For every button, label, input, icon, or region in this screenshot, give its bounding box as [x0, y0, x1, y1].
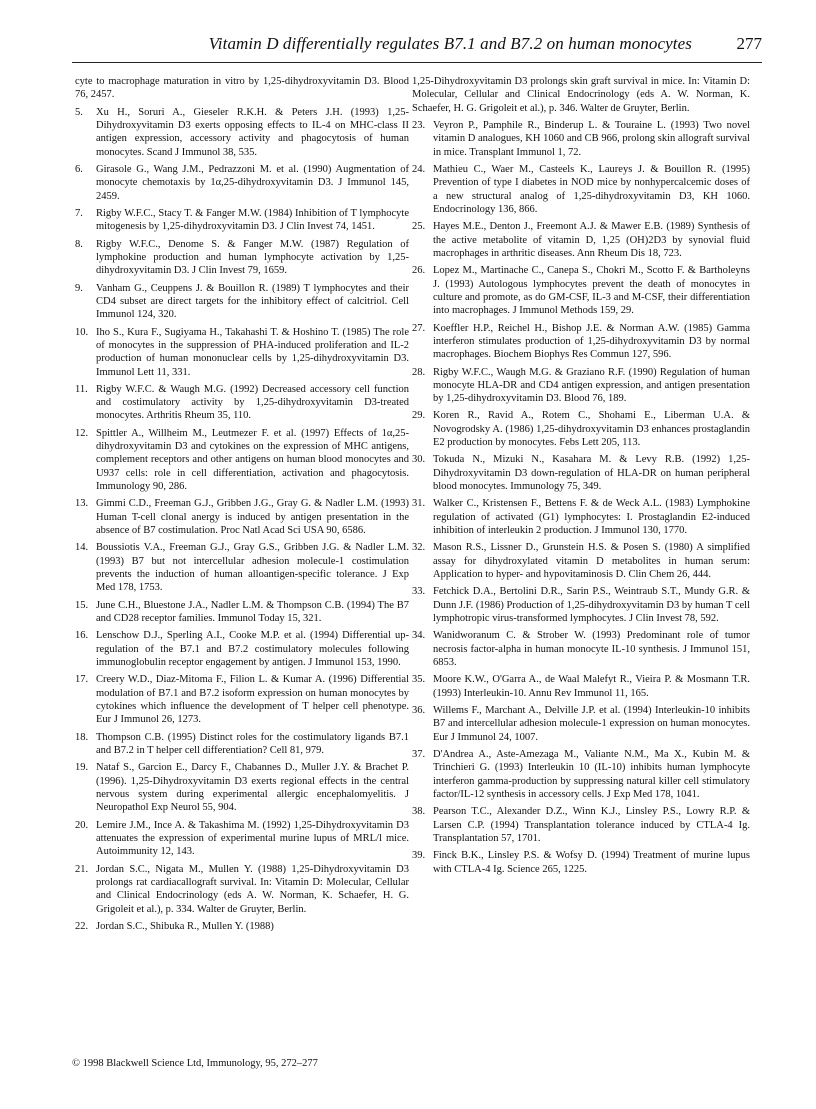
- reference-number: 15.: [75, 599, 89, 611]
- reference-entry: [75, 326, 409, 379]
- reference-entry: [412, 541, 750, 581]
- reference-entry: [412, 163, 750, 216]
- page-number: 277: [736, 34, 762, 53]
- reference-entry: [75, 106, 409, 159]
- reference-number: 32.: [412, 542, 426, 554]
- reference-entry: [412, 805, 750, 845]
- reference-text: Willems F., Marchant A., Delville J.P. et al. (1994) Interleukin-10 inhibits B7 and intercellular adhesion molecule-1 expression on human monocytes. Eur J Immunol 24, 1007.: [433, 705, 750, 743]
- reference-entry: [412, 409, 750, 449]
- reference-entry: [412, 629, 750, 669]
- reference-text: D'Andrea A., Aste-Amezaga M., Valiante N.M., Ma X., Kubin M. & Trinchieri G. (1993) Interleukin 10 (IL-10) inhibits human lymphocyte interferon gamma-production by suppressing natural killer cell stimulatory factor/IL-12 synthesis in accessory cells. J Exp Med 178, 1041.: [433, 749, 750, 800]
- reference-text: Koren R., Ravid A., Rotem C., Shohami E., Liberman U.A. & Novogrodsky A. (1986) 1,25-dihydroxyvitamin D3 enhances prostaglandin E2 production by monocytes. Febs Lett 205, 113.: [433, 410, 750, 449]
- reference-number: 29.: [412, 410, 426, 422]
- reference-number: 20.: [75, 819, 89, 831]
- reference-list-right-column: [412, 75, 750, 880]
- reference-text: Finck B.K., Linsley P.S. & Wofsy D. (1994) Treatment of murine lupus with CTLA-4 Ig. Science 265, 1225.: [433, 850, 750, 875]
- reference-entry: [412, 453, 750, 493]
- reference-number: 22.: [75, 920, 89, 932]
- reference-entry: [412, 264, 750, 317]
- reference-entry: [412, 322, 750, 362]
- reference-number: 19.: [75, 762, 89, 774]
- reference-number: 5.: [75, 106, 83, 118]
- reference-entry: [75, 673, 409, 726]
- reference-number: 39.: [412, 850, 426, 862]
- reference-entry: [412, 704, 750, 744]
- reference-number: 25.: [412, 221, 426, 233]
- reference-text: Lenschow D.J., Sperling A.I., Cooke M.P. et al. (1994) Differential up-regulation of the B7.1 and B7.2 costimulatory molecules following immunoglobulin receptor engagement by antigen. J Immunol 153, 1990.: [96, 630, 409, 668]
- reference-text: June C.H., Bluestone J.A., Nadler L.M. & Thompson C.B. (1994) The B7 and CD28 receptor families. Immunol Today 15, 321.: [96, 599, 409, 625]
- reference-entry: [75, 599, 409, 626]
- reference-entry: [75, 920, 409, 933]
- reference-entry: [412, 673, 750, 700]
- reference-number: 12.: [75, 427, 89, 439]
- reference-text: Jordan S.C., Shibuka R., Mullen Y. (1988): [96, 920, 274, 932]
- reference-entry: [75, 629, 409, 669]
- reference-entry: [412, 585, 750, 625]
- reference-number: 28.: [412, 366, 426, 378]
- reference-entry: [75, 163, 409, 203]
- reference-number: 14.: [75, 542, 89, 554]
- reference-number: 17.: [75, 674, 89, 686]
- reference-entry: [75, 819, 409, 859]
- reference-entry: [412, 119, 750, 159]
- reference-text: Mathieu C., Waer M., Casteels K., Laureys J. & Bouillon R. (1995) Prevention of type I diabetes in NOD mice by nonhypercalcemic doses of a new structural analog of 1,25-dihydroxyvitamin D3, KH 1060. Endocrinology 136, 866.: [433, 163, 750, 215]
- reference-entry: [412, 748, 750, 801]
- reference-text: Iho S., Kura F., Sugiyama H., Takahashi T. & Hoshino T. (1985) The role of monocytes in the suppression of PHA-induced proliferation and IL-2 production of human mononuclear cells by 1,25-dihydroxyvitamin D3. Immunol Lett 11, 331.: [96, 326, 409, 378]
- reference-number: 38.: [412, 806, 426, 818]
- reference-text: Moore K.W., O'Garra A., de Waal Malefyt R., Vieira P. & Mosmann T.R. (1993) Interleukin-10. Annu Rev Immunol 11, 165.: [433, 674, 750, 699]
- reference-entry: [412, 366, 750, 406]
- reference-entry: [75, 207, 409, 234]
- reference-number: 11.: [75, 383, 88, 395]
- reference-text: Fetchick D.A., Bertolini D.R., Sarin P.S., Weintraub S.T., Mundy G.R. & Dunn J.F. (1986) Production of 1,25-dihydroxyvitamin D3 by human T cell lymphotropic virus-transformed lymphocytes. J Clin Invest 78, 592.: [433, 586, 750, 625]
- reference-text: 1,25-Dihydroxyvitamin D3 prolongs skin graft survival in mice. In: Vitamin D: Molecular, Cellular and Clinical Endocrinology (eds A. W. Norman, K. Schaefer, H. G. Grigoleit et al.), p. 346. Walter de Gruyter, Berlin.: [412, 76, 750, 114]
- reference-text: Rigby W.F.C., Denome S. & Fanger M.W. (1987) Regulation of lymphokine production and human lymphocyte activation by 1,25-dihydroxyvitamin D3. J Clin Invest 79, 1659.: [96, 238, 409, 277]
- reference-entry: [412, 849, 750, 876]
- reference-text: Xu H., Soruri A., Gieseler R.K.H. & Peters J.H. (1993) 1,25-Dihydroxyvitamin D3 exerts opposing effects to IL-4 on MHC-class II antigen expression, accessory activity and phagocytosis of human monocytes. Scand J Immunol 38, 535.: [96, 106, 409, 158]
- reference-text: Lopez M., Martinache C., Canepa S., Chokri M., Scotto F. & Bartholeyns J. (1993) Autologous lymphocytes prevent the death of monocytes in culture and promote, as do GM-CSF, IL-3 and M-CSF, their differentiation into macrophages. J Immunol Methods 159, 29.: [433, 265, 750, 317]
- reference-text: Rigby W.F.C. & Waugh M.G. (1992) Decreased accessory cell function and costimulatory activity by 1,25-dihydroxyvitamin D3-treated monocytes. Arthritis Rheum 35, 110.: [96, 383, 409, 422]
- reference-entry: [75, 863, 409, 916]
- reference-text: Gimmi C.D., Freeman G.J., Gribben J.G., Gray G. & Nadler L.M. (1993) Human T-cell clonal anergy is induced by antigen presentation in the absence of B7 costimulation. Proc Natl Acad Sci USA 90, 6586.: [96, 498, 409, 537]
- reference-text: cyte to macrophage maturation in vitro by 1,25-dihydroxyvitamin D3. Blood 76, 2457.: [75, 76, 409, 101]
- reference-number: 31.: [412, 498, 426, 510]
- reference-text: Walker C., Kristensen F., Bettens F. & de Weck A.L. (1983) Lymphokine regulation of activated (G1) lymphocytes: I. Prostaglandin E2-induced inhibition of interleukin 2 production. J Immunol 130, 1770.: [433, 498, 750, 537]
- reference-text: Lemire J.M., Ince A. & Takashima M. (1992) 1,25-Dihydroxyvitamin D3 attenuates the expression of experimental murine lupus of MRL/l mice. Autoimmunity 12, 143.: [96, 819, 409, 858]
- reference-number: 16.: [75, 630, 89, 642]
- reference-number: 10.: [75, 326, 89, 338]
- reference-text: Vanham G., Ceuppens J. & Bouillon R. (1989) T lymphocytes and their CD4 subset are direct targets for the inhibitory effect of calcitriol. Cell Immunol 124, 320.: [96, 282, 409, 321]
- reference-number: 8.: [75, 238, 83, 250]
- reference-number: 18.: [75, 731, 89, 743]
- reference-text: Mason R.S., Lissner D., Grunstein H.S. & Posen S. (1980) A simplified assay for dihydroxylated vitamin D metabolites in human serum: Application to hyper- and hypovitaminosis D. Clin Chem 26, 444.: [433, 542, 750, 581]
- reference-entry: [75, 383, 409, 423]
- reference-text: Koeffler H.P., Reichel H., Bishop J.E. & Norman A.W. (1985) Gamma interferon stimulates production of 1,25-dihydroxyvitamin D3 by normal macrophages. Biochem Biophys Res Commun 127, 596.: [433, 322, 750, 361]
- reference-entry: [75, 497, 409, 537]
- reference-text: Girasole G., Wang J.M., Pedrazzoni M. et al. (1990) Augmentation of monocyte chemotaxis by 1α,25-dihydroxyvitamin D3. J Immunol 145, 2459.: [96, 163, 409, 202]
- reference-entry: [75, 541, 409, 594]
- reference-text: Jordan S.C., Nigata M., Mullen Y. (1988) 1,25-Dihydroxyvitamin D3 prolongs rat cardiacallograft survival. In: Vitamin D: Molecular, Cellular and Clinical Endocrinology (eds A. W. Norman, K. Schaefer, H. G. Grigoleit et al.), p. 334. Walter de Gruyter, Berlin.: [96, 863, 409, 915]
- reference-number: 33.: [412, 586, 426, 598]
- reference-entry: [412, 220, 750, 260]
- reference-list-left-column: [75, 75, 409, 937]
- reference-text: Thompson C.B. (1995) Distinct roles for the costimulatory ligands B7.1 and B7.2 in T helper cell differentiation? Cell 81, 979.: [96, 731, 409, 756]
- reference-number: 37.: [412, 749, 426, 761]
- running-title: Vitamin D differentially regulates B7.1 and B7.2 on human monocytes: [208, 34, 692, 53]
- reference-text: Rigby W.F.C., Stacy T. & Fanger M.W. (1984) Inhibition of T lymphocyte mitogenesis by 1,25-dihydroxyvitamin D3. J Clin Invest 74, 1451.: [96, 207, 409, 233]
- reference-number: 30.: [412, 454, 426, 466]
- reference-entry: [75, 761, 409, 814]
- reference-number: 6.: [75, 163, 83, 175]
- reference-number: 24.: [412, 163, 426, 175]
- reference-number: 27.: [412, 322, 426, 334]
- reference-number: 26.: [412, 265, 426, 277]
- reference-number: [391, 75, 412, 115]
- reference-number: 23.: [412, 119, 426, 131]
- reference-text: Boussiotis V.A., Freeman G.J., Gray G.S., Gribben J.G. & Nadler L.M. (1993) B7 but not intercellular adhesion molecule-1 costimulation prevents the induction of human alloantigen-specific tolerance. J Exp Med 178, 1753.: [96, 542, 409, 594]
- reference-number: 35.: [412, 674, 426, 686]
- reference-text: Nataf S., Garcion E., Darcy F., Chabannes D., Muller J.Y. & Brachet P. (1996). 1,25-Dihydroxyvitamin D3 exerts regional effects in the central nervous system during experimental allergic encephalomyelitis. J Neuropathol Exp Neurol 55, 904.: [96, 762, 409, 814]
- reference-text: Tokuda N., Mizuki N., Kasahara M. & Levy R.B. (1992) 1,25-Dihydroxyvitamin D3 down-regulation of HLA-DR on human peripheral blood monocytes. Immunology 75, 349.: [433, 454, 750, 493]
- reference-number: 13.: [75, 498, 89, 510]
- reference-text: Hayes M.E., Denton J., Freemont A.J. & Mawer E.B. (1989) Synthesis of the active metabolite of vitamin D, 1,25 (OH)2D3 by synovial fluid macrophages in arthritic diseases. Ann Rheum Dis 18, 723.: [433, 221, 750, 259]
- reference-entry: [75, 427, 409, 493]
- reference-text: Pearson T.C., Alexander D.Z., Winn K.J., Linsley P.S., Lowry R.P. & Larsen C.P. (1994) Transplantation tolerance induced by CTLA-4 Ig. Transplantation 57, 1701.: [433, 806, 750, 844]
- reference-number: 7.: [75, 207, 83, 219]
- reference-number: 36.: [412, 705, 426, 717]
- reference-text: Rigby W.F.C., Waugh M.G. & Graziano R.F. (1990) Regulation of human monocyte HLA-DR and CD4 antigen expression, and antigen presentation by 1,25-dihydroxyvitamin D3. Blood 76, 189.: [433, 366, 750, 405]
- reference-number: 9.: [75, 282, 83, 294]
- reference-number: 34.: [412, 630, 426, 642]
- reference-number: 21.: [75, 863, 89, 875]
- reference-text: Veyron P., Pamphile R., Binderup L. & Touraine L. (1993) Two novel vitamin D analogues, KH 1060 and CB 966, prolong skin allograft survival in mice. Transplant Immunol 1, 72.: [433, 119, 750, 158]
- reference-entry: [391, 75, 750, 115]
- reference-entry: [75, 282, 409, 322]
- copyright-footer: © 1998 Blackwell Science Ltd, Immunology, 95, 272–277: [72, 1058, 318, 1069]
- page-header: [72, 32, 762, 63]
- reference-entry: [75, 731, 409, 758]
- reference-text: Wanidworanum C. & Strober W. (1993) Predominant role of tumor necrosis factor-alpha in human monocyte IL-10 synthesis. J Immunol 151, 6853.: [433, 630, 750, 668]
- reference-entry: [412, 497, 750, 537]
- reference-entry: [75, 238, 409, 278]
- reference-text: Spittler A., Willheim M., Leutmezer F. et al. (1997) Effects of 1α,25-dihydroxyvitamin D3 and cytokines on the expression of MHC antigens, complement receptors and other antigens on human blood monocytes and U937 cells: role in cell differentiation, activation and phagocytosis. Immunology 90, 286.: [96, 427, 409, 493]
- reference-entry: [54, 75, 409, 102]
- reference-text: Creery W.D., Diaz-Mitoma F., Filion L. & Kumar A. (1996) Differential modulation of B7.1 and B7.2 isoform expression on human monocytes by cytokines which influence the development of T helper cell phenotype. Eur J Immunol 26, 1273.: [96, 674, 409, 726]
- reference-number: [54, 75, 75, 102]
